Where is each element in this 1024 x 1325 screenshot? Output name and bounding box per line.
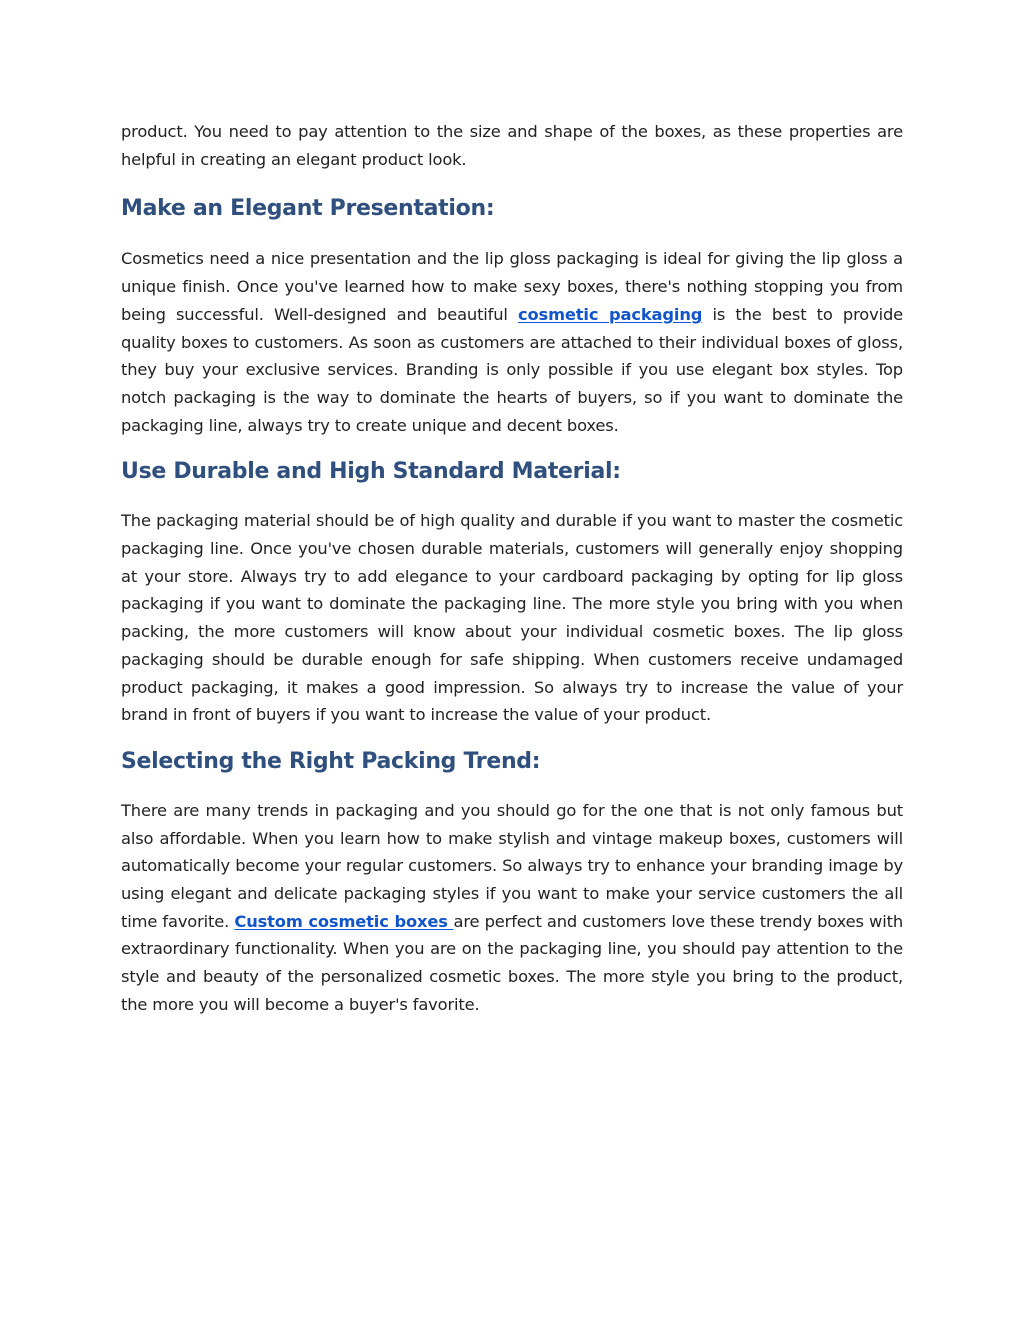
section-heading-elegant-presentation: Make an Elegant Presentation:	[121, 196, 495, 222]
paragraph-text: is the best to provide quality boxes to customers. As soon as customers are attached to their individual boxes of gloss, they buy your exclusive services. Branding is only possible if you use elegant box styles. Top notch packaging is the way to dominate the hearts of buyers, so if you want to dominate the packaging line, always try to create unique and decent boxes.	[121, 304, 903, 435]
section-paragraph-packing-trend	[121, 797, 903, 1019]
section-heading-durable-material: Use Durable and High Standard Material:	[121, 459, 621, 485]
section-paragraph-durable-material: The packaging material should be of high quality and durable if you want to master the cosmetic packaging line. Once you've chosen durable materials, customers will generally enjoy shopping at your store. Always try to add elegance to your cardboard packaging by opting for lip gloss packaging if you want to dominate the packaging line. The more style you bring with you when packing, the more customers will know about your individual cosmetic boxes. The lip gloss packaging should be durable enough for safe shipping. When customers receive undamaged product packaging, it makes a good impression. So always try to increase the value of your brand in front of buyers if you want to increase the value of your product.	[121, 511, 903, 725]
custom-cosmetic-boxes-link[interactable]: Custom cosmetic boxes	[234, 911, 454, 931]
document-page	[121, 118, 903, 1019]
intro-paragraph: product. You need to pay attention to the size and shape of the boxes, as these properties are helpful in creating an elegant product look.	[121, 122, 903, 169]
section-heading-packing-trend: Selecting the Right Packing Trend:	[121, 748, 541, 774]
section-paragraph-elegant-presentation	[121, 245, 903, 439]
paragraph-text: are perfect and customers love these trendy boxes with extraordinary functionality. When you are on the packaging line, you should pay attention to the style and beauty of the personalized cosmetic boxes. The more style you bring to the product, the more you will become a buyer's favorite.	[121, 911, 903, 1014]
paragraph-text: There are many trends in packaging and you should go for the one that is not only famous but also affordable. When you learn how to make stylish and vintage makeup boxes, customers will automatically become your regular customers. So always try to enhance your branding image by using elegant and delicate packaging styles if you want to make your service customers the all time favorite.	[121, 800, 903, 931]
paragraph-text: Cosmetics need a nice presentation and the lip gloss packaging is ideal for giving the lip gloss a unique finish. Once you've learned how to make sexy boxes, there's nothing stopping you from being successful. Well-designed and beautiful	[121, 249, 903, 324]
cosmetic-packaging-link[interactable]: cosmetic packaging	[518, 304, 703, 324]
